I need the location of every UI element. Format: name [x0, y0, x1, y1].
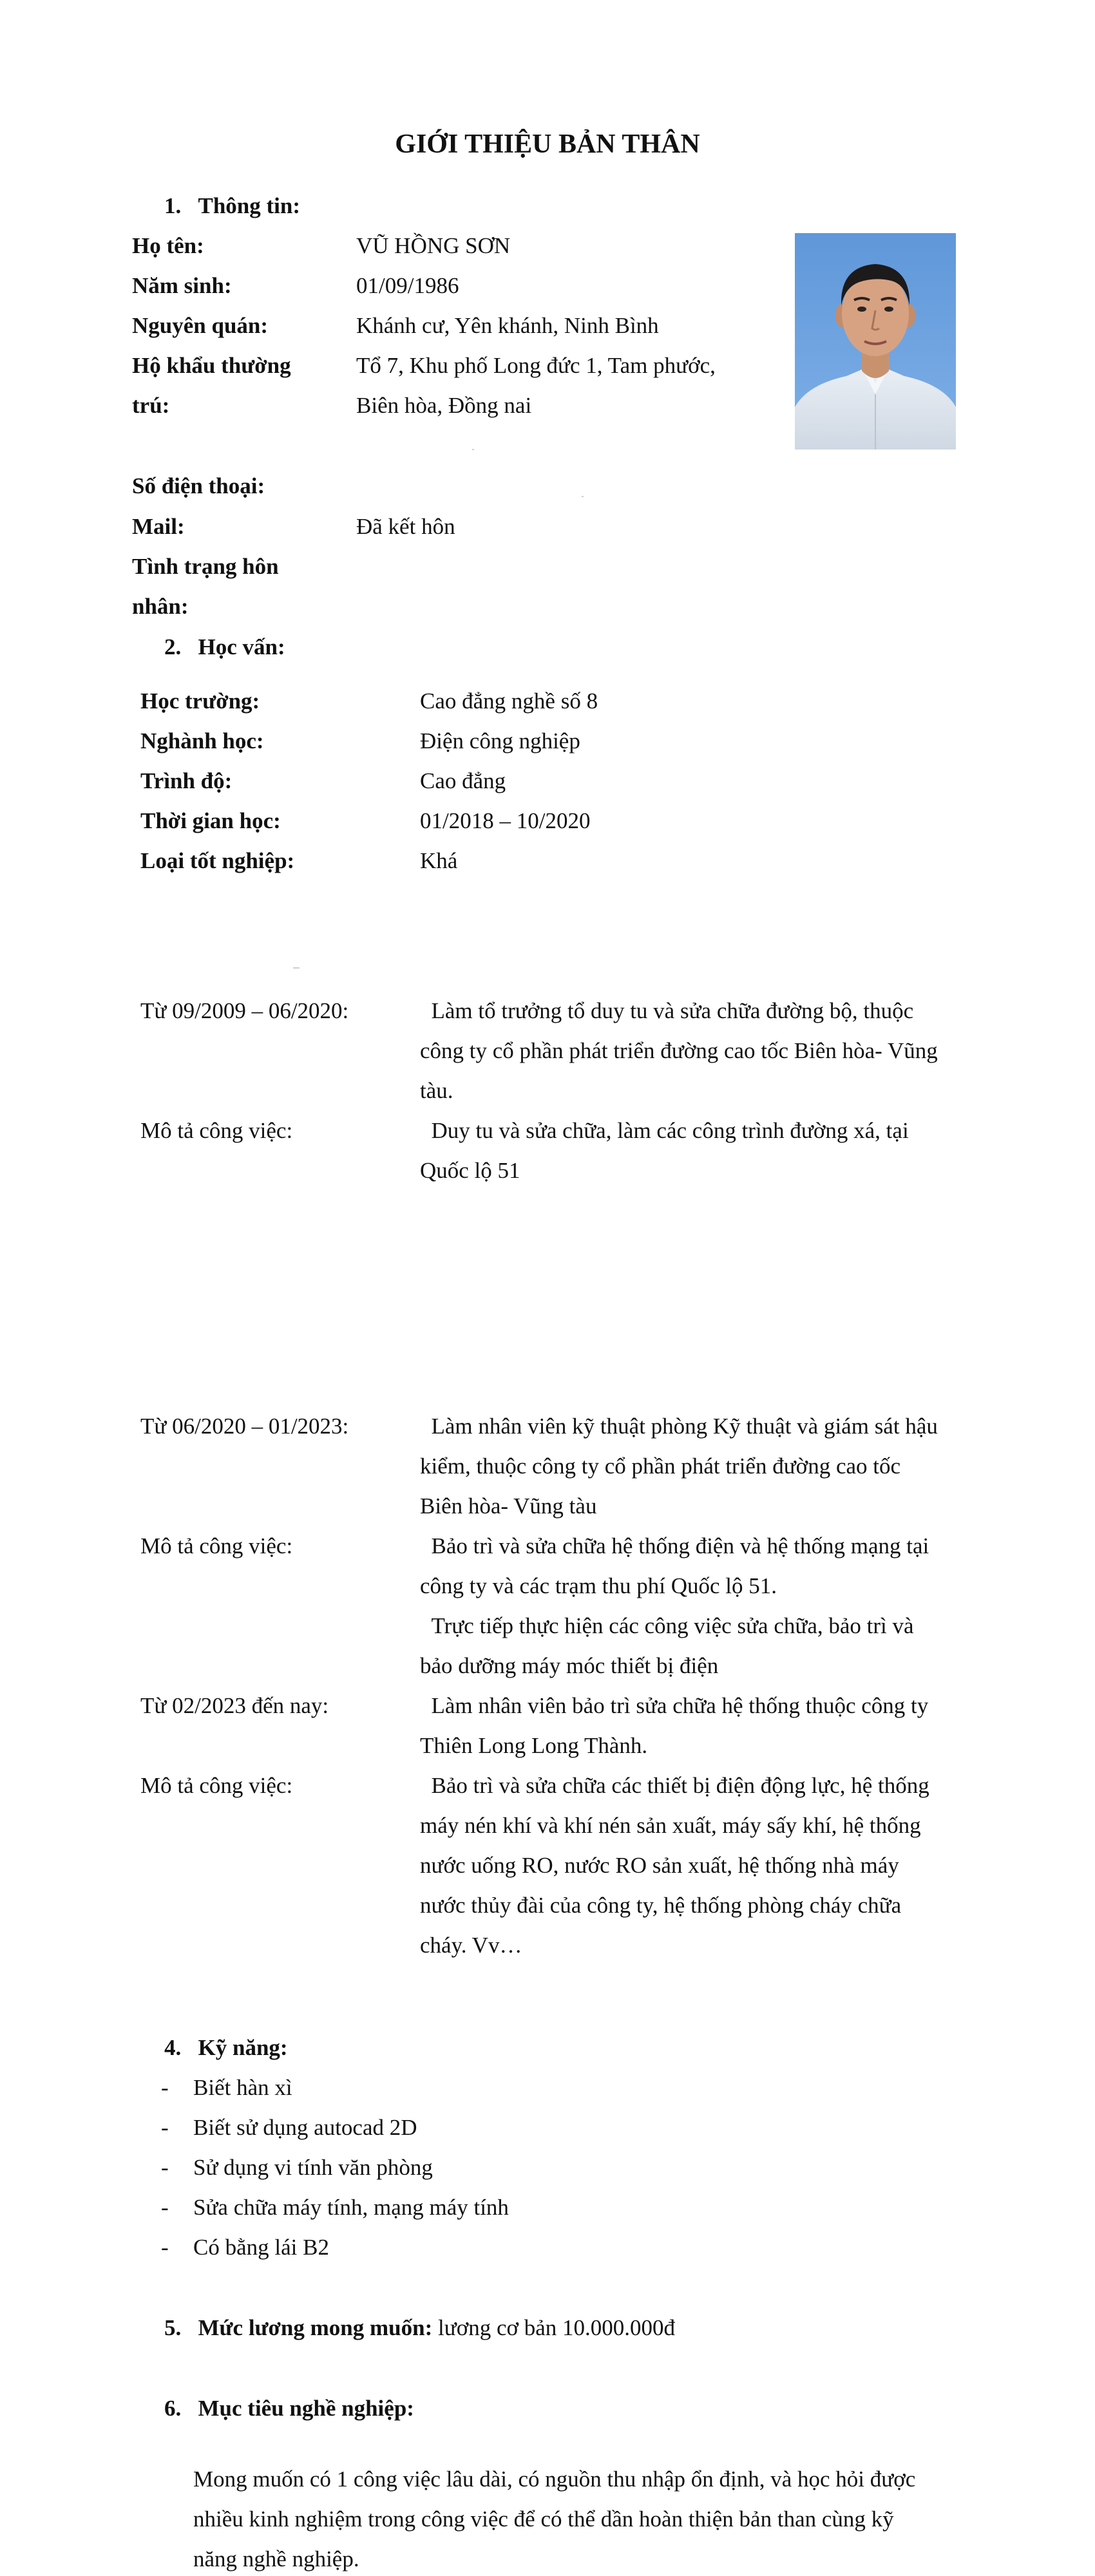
job3-role-line: Làm nhân viên bảo trì sửa chữa hệ thống thuộc công ty [420, 1693, 929, 1718]
job3-desc-label: Mô tả công việc: [140, 1773, 293, 1798]
label-marital-line1: Tình trạng hôn [132, 554, 279, 579]
skill-bullet: - [161, 2195, 169, 2220]
job1-period: Từ 09/2009 – 06/2020: [140, 998, 349, 1023]
job1-desc-label: Mô tả công việc: [140, 1118, 293, 1143]
job3-desc-line: nước thủy đài của công ty, hệ thống phòng cháy chữa [420, 1893, 902, 1918]
edu-label-major: Nghành học: [140, 728, 264, 753]
value-residence-line2: Biên hòa, Đồng nai [356, 393, 532, 418]
job2-role-line: kiểm, thuộc công ty cổ phần phát triển đường cao tốc [420, 1454, 901, 1479]
edu-label-school: Học trường: [140, 688, 260, 714]
edu-label-level: Trình độ: [140, 768, 233, 793]
label-name: Họ tên: [132, 233, 204, 258]
edu-value-major: Điện công nghiệp [420, 728, 580, 753]
job2-desc-line: công ty và các trạm thu phí Quốc lộ 51. [420, 1573, 777, 1598]
career-goal-line: nhiều kinh nghiệm trong công việc để có thể dần hoàn thiện bản than cùng kỹ [193, 2506, 894, 2532]
skill-bullet: - [161, 2115, 169, 2140]
label-marital-line2: nhân: [132, 594, 189, 619]
job2-desc-line: Trực tiếp thực hiện các công việc sửa chữa, bảo trì và [420, 1613, 914, 1638]
job1-role-line: công ty cổ phần phát triển đường cao tốc Biên hòa- Vũng [420, 1038, 938, 1063]
section-career-goal-heading: 6. Mục tiêu nghề nghiệp: [164, 2396, 414, 2421]
skill-item: Sửa chữa máy tính, mạng máy tính [193, 2195, 509, 2220]
edu-value-period: 01/2018 – 10/2020 [420, 808, 591, 833]
job1-role-line: tàu. [420, 1078, 453, 1103]
page-title: GIỚI THIỆU BẢN THÂN [395, 129, 700, 159]
salary-heading: 5. Mức lương mong muốn: [164, 2315, 433, 2340]
scan-speck [472, 449, 474, 450]
section-education-heading: 2. Học vấn: [164, 634, 285, 659]
career-goal-line: năng nghề nghiệp. [193, 2546, 359, 2571]
edu-value-school: Cao đẳng nghề số 8 [420, 688, 598, 714]
career-goal-line: Mong muốn có 1 công việc lâu dài, có nguồn thu nhập ổn định, và học hỏi được [193, 2467, 916, 2492]
job3-desc-line: Bảo trì và sửa chữa các thiết bị điện động lực, hệ thống [420, 1773, 929, 1798]
job2-desc-line: Bảo trì và sửa chữa hệ thống điện và hệ thống mạng tại [420, 1533, 929, 1558]
edu-label-grade: Loại tốt nghiệp: [140, 848, 295, 873]
label-dob: Năm sinh: [132, 273, 232, 298]
section-info-heading: 1. Thông tin: [164, 193, 301, 218]
job2-desc-line: bảo dưỡng máy móc thiết bị điện [420, 1653, 719, 1678]
job2-role-line: Làm nhân viên kỹ thuật phòng Kỹ thuật và giám sát hậu [420, 1414, 938, 1439]
salary-value: lương cơ bản 10.000.000đ [432, 2315, 676, 2340]
skill-item: Biết sử dụng autocad 2D [193, 2115, 417, 2140]
job3-period: Từ 02/2023 đến nay: [140, 1693, 329, 1718]
job1-desc-line: Duy tu và sửa chữa, làm các công trình đường xá, tại [420, 1118, 909, 1143]
skill-item: Có bằng lái B2 [193, 2235, 329, 2260]
skill-item: Sử dụng vi tính văn phòng [193, 2155, 433, 2180]
edu-value-level: Cao đẳng [420, 768, 506, 793]
value-residence-line1: Tổ 7, Khu phố Long đức 1, Tam phước, [356, 353, 716, 378]
label-residence-line2: trú: [132, 393, 170, 418]
edu-label-period: Thời gian học: [140, 808, 281, 833]
value-marital-status: Đã kết hôn [356, 514, 455, 539]
job2-desc-label: Mô tả công việc: [140, 1533, 293, 1558]
portrait-photo [795, 233, 956, 450]
job1-role-line: Làm tổ trưởng tổ duy tu và sửa chữa đường bộ, thuộc [420, 998, 914, 1023]
skill-bullet: - [161, 2155, 169, 2180]
job3-desc-line: nước uống RO, nước RO sản xuất, hệ thống nhà máy [420, 1853, 899, 1878]
skill-bullet: - [161, 2075, 169, 2100]
job1-desc-line: Quốc lộ 51 [420, 1158, 520, 1183]
scan-speck [582, 496, 584, 497]
section-skills-heading: 4. Kỹ năng: [164, 2035, 288, 2060]
job3-role-line: Thiên Long Long Thành. [420, 1733, 648, 1758]
skill-bullet: - [161, 2235, 169, 2260]
value-dob: 01/09/1986 [356, 273, 459, 298]
skill-item: Biết hàn xì [193, 2075, 292, 2100]
edu-value-grade: Khá [420, 848, 458, 873]
value-hometown: Khánh cư, Yên khánh, Ninh Bình [356, 313, 659, 338]
label-phone: Số điện thoại: [132, 473, 265, 498]
label-mail: Mail: [132, 514, 185, 539]
salary-line [164, 2315, 675, 2341]
value-name: VŨ HỒNG SƠN [356, 233, 511, 258]
job2-period: Từ 06/2020 – 01/2023: [140, 1414, 349, 1439]
job3-desc-line: cháy. Vv… [420, 1933, 522, 1958]
job2-role-line: Biên hòa- Vũng tàu [420, 1493, 597, 1519]
job3-desc-line: máy nén khí và khí nén sản xuất, máy sấy khí, hệ thống [420, 1813, 921, 1838]
label-residence-line1: Hộ khẩu thường [132, 353, 291, 378]
label-hometown: Nguyên quán: [132, 313, 269, 338]
scan-speck [293, 967, 300, 969]
